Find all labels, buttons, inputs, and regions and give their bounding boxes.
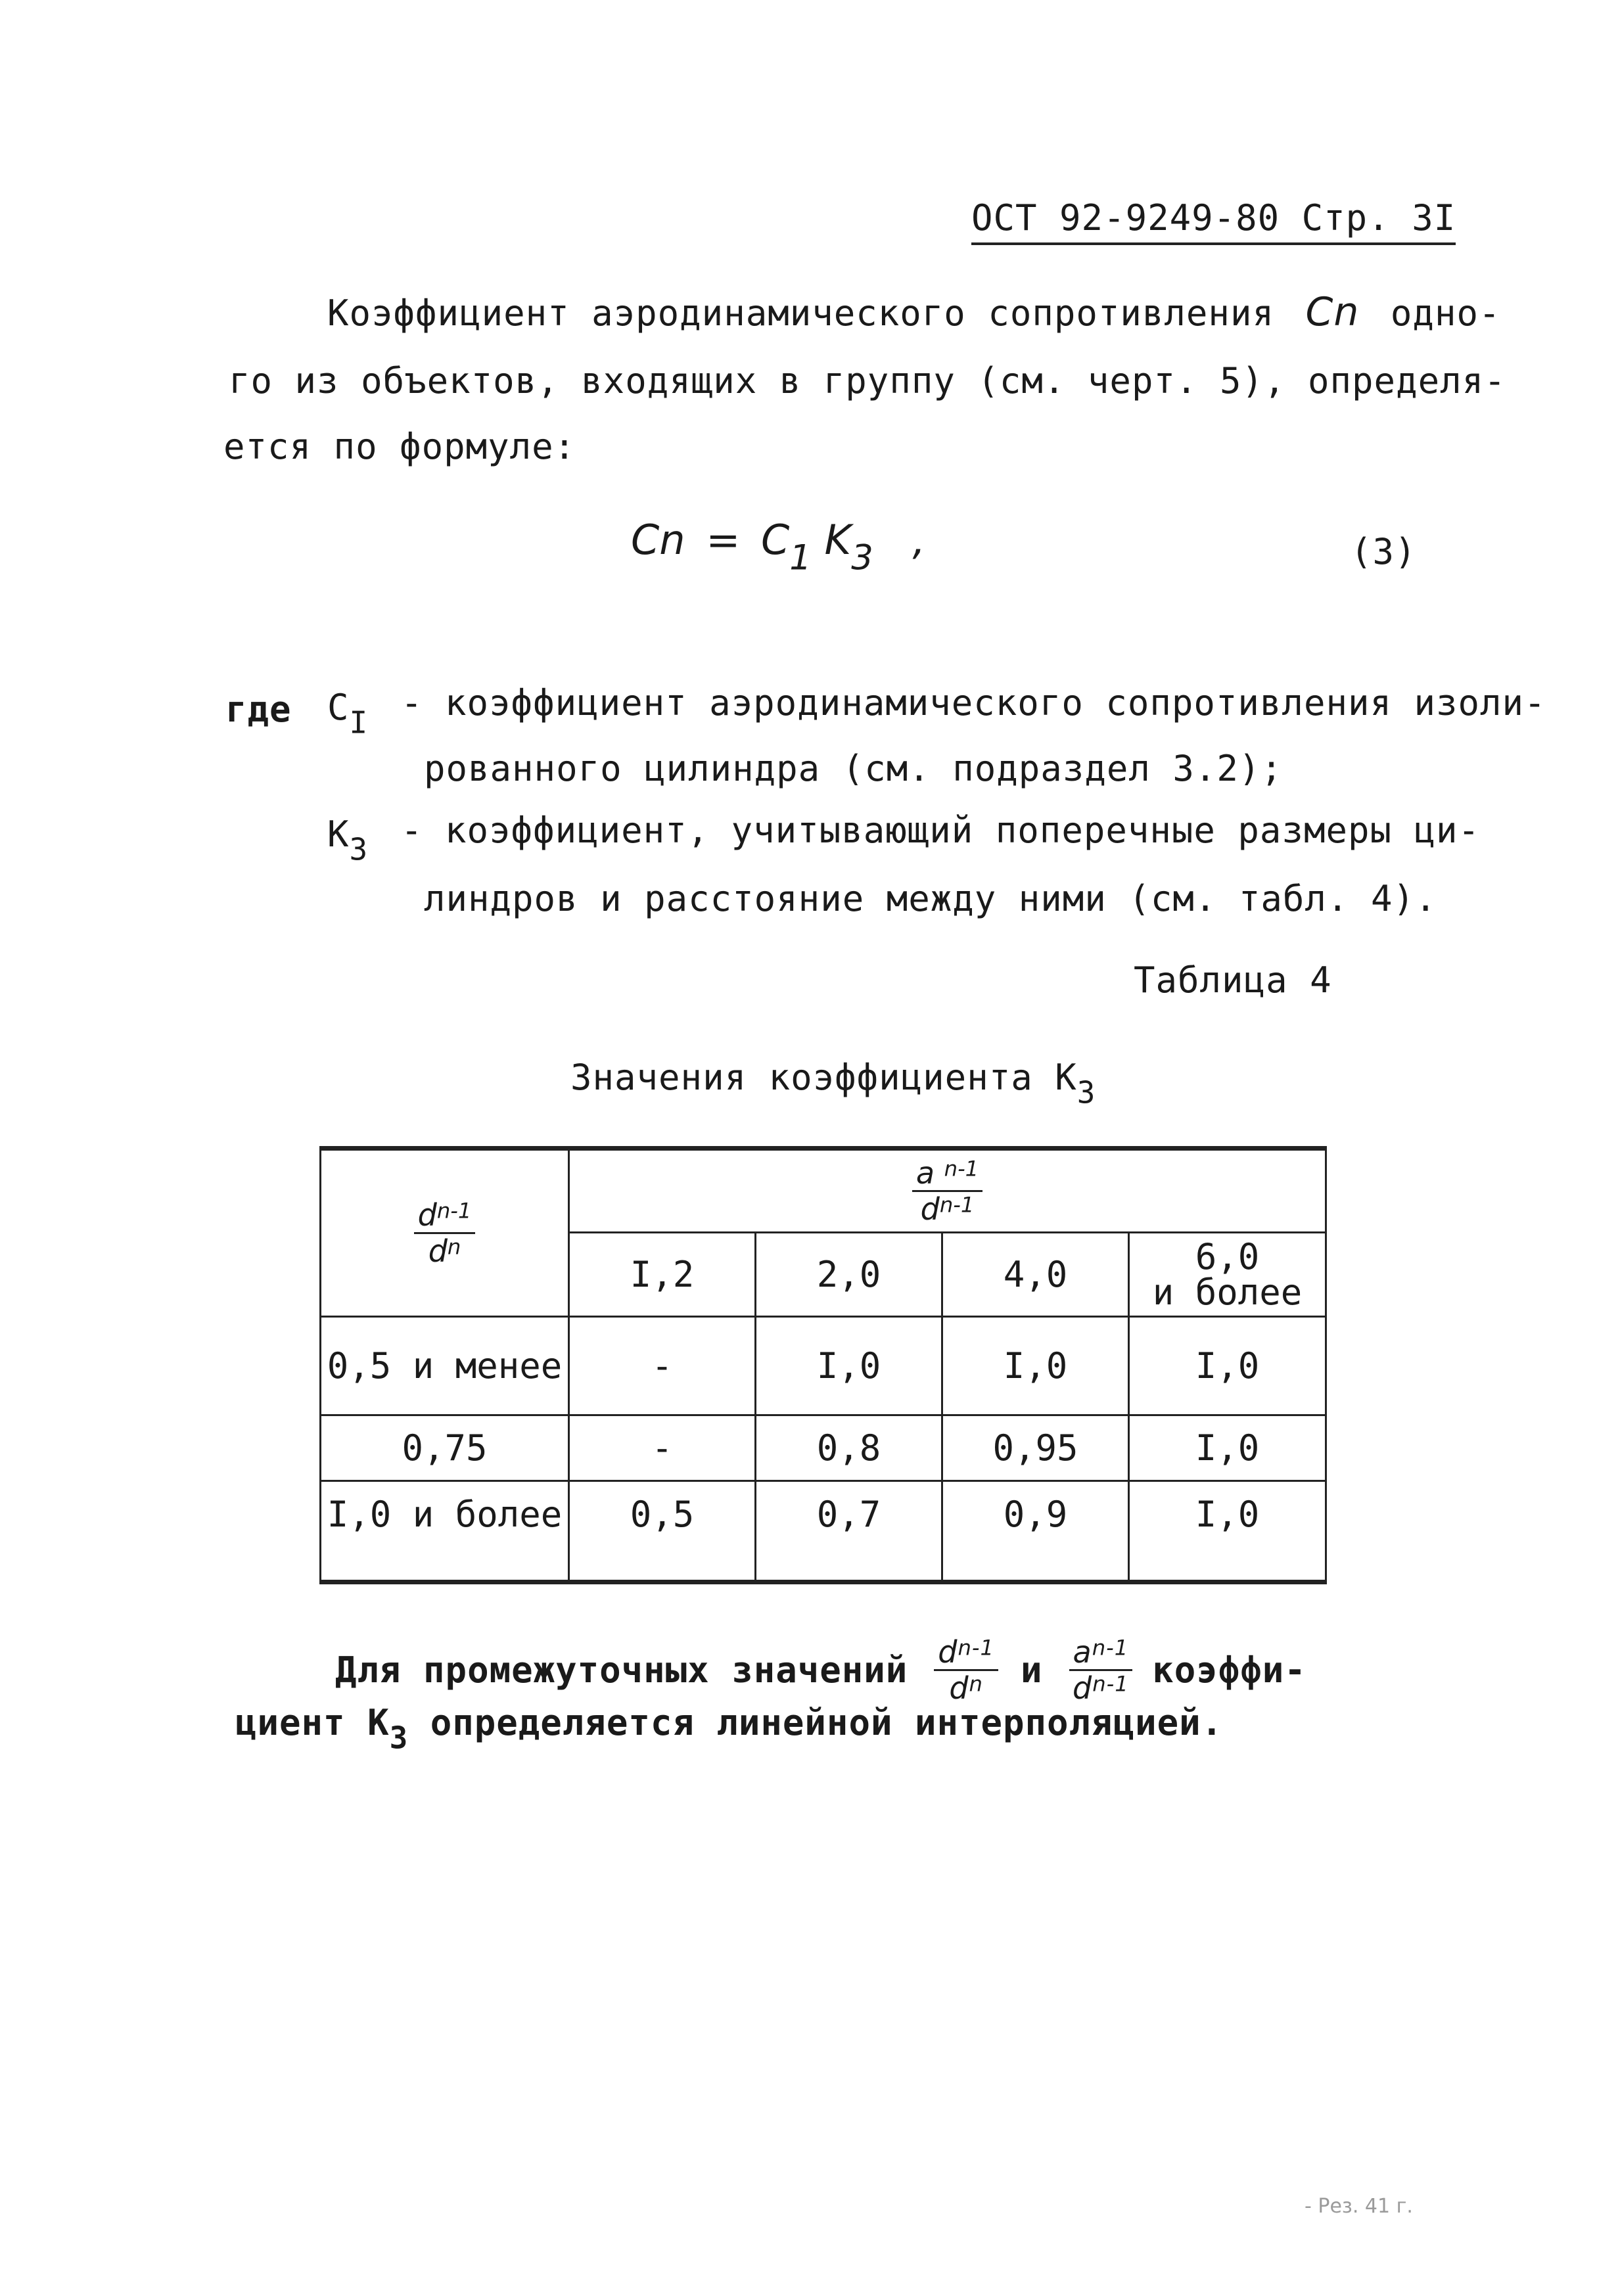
table-row: [321, 1317, 1326, 1415]
def1-line-2: рованного цилиндра (см. подраздел 3.2);: [424, 748, 1283, 789]
table-cell: I,0: [942, 1317, 1129, 1415]
table-row: [321, 1481, 1326, 1582]
table-cell: -: [569, 1317, 756, 1415]
def2-line-2: линдров и расстояние между ними (см. табл. 4).: [424, 878, 1437, 919]
table-cell: 0,7: [756, 1481, 942, 1582]
table-cell: 0,95: [942, 1415, 1129, 1481]
k3-table: [319, 1146, 1327, 1584]
footer-line-2: циент $K_3$ определяется линейной интерполяцией.: [235, 1702, 1224, 1756]
col-header: 4,0: [942, 1233, 1129, 1317]
table-cell: I,0: [1129, 1317, 1326, 1415]
def2-symbol: $K_3$: [327, 814, 369, 867]
ratio-a-fraction: $\frac{a _{n-1}}{d_{n-1}}$: [912, 1157, 982, 1226]
col-header: I,2: [569, 1233, 756, 1317]
col-header: 2,0: [756, 1233, 942, 1317]
table-label: Таблица 4: [1134, 959, 1332, 1001]
document-header: [971, 197, 1456, 245]
table-header-row-1: [321, 1149, 1326, 1233]
formula-number: (3): [1351, 531, 1417, 572]
symbol-cn: Cn: [1305, 289, 1360, 335]
table-cell: I,0: [1129, 1481, 1326, 1582]
page-stamp: - Рез. 41 г.: [1305, 2195, 1413, 2218]
row-label: I,0 и более: [321, 1481, 569, 1582]
ratio-d-fraction: $\frac{d_{n-1}}{d_n}$: [414, 1199, 476, 1268]
def2-line-1: - коэффициент, учитывающий поперечные размеры ци-: [401, 810, 1481, 851]
row-label: 0,75: [321, 1415, 569, 1481]
table-caption: Значения коэффициента $K_3$: [570, 1057, 1096, 1111]
table-cell: 0,8: [756, 1415, 942, 1481]
def1-symbol: $C_I$: [327, 687, 369, 741]
footer-fraction-a: $\frac{a_{n-1}}{d_{n-1}}$: [1069, 1636, 1133, 1705]
col-group-header: [569, 1149, 1326, 1233]
doc-id: ОСТ 92-9249-80 Стр. 3I: [971, 197, 1456, 239]
intro-line-2: го из объектов, входящих в группу (см. черт. 5), определя-: [229, 360, 1506, 402]
table-cell: I,0: [1129, 1415, 1326, 1481]
table-row: [321, 1415, 1326, 1481]
table-cell: I,0: [756, 1317, 942, 1415]
intro-line-1: Коэффициент аэродинамического сопротивления Cn одно-: [327, 289, 1501, 335]
footer-line-1: Для промежуточных значений $\frac{d_{n-1}}{d_n}$ и $\frac{a_{n-1}}{d_{n-1}}$ коэффи-: [335, 1634, 1306, 1707]
def1-line-1: - коэффициент аэродинамического сопротивления изоли-: [401, 682, 1546, 723]
table-cell: -: [569, 1415, 756, 1481]
where-label: где: [225, 689, 292, 730]
table-cell: 0,5: [569, 1481, 756, 1582]
row-label: 0,5 и менее: [321, 1317, 569, 1415]
formula-3: $Cn = C_1$ $K_3$ ,: [631, 516, 926, 578]
col-header: 6,0 и более: [1129, 1233, 1326, 1317]
row-header-cell: [321, 1149, 569, 1317]
footer-fraction-d: $\frac{d_{n-1}}{d_n}$: [934, 1636, 998, 1705]
intro-line-3: ется по формуле:: [223, 426, 576, 467]
table-cell: 0,9: [942, 1481, 1129, 1582]
